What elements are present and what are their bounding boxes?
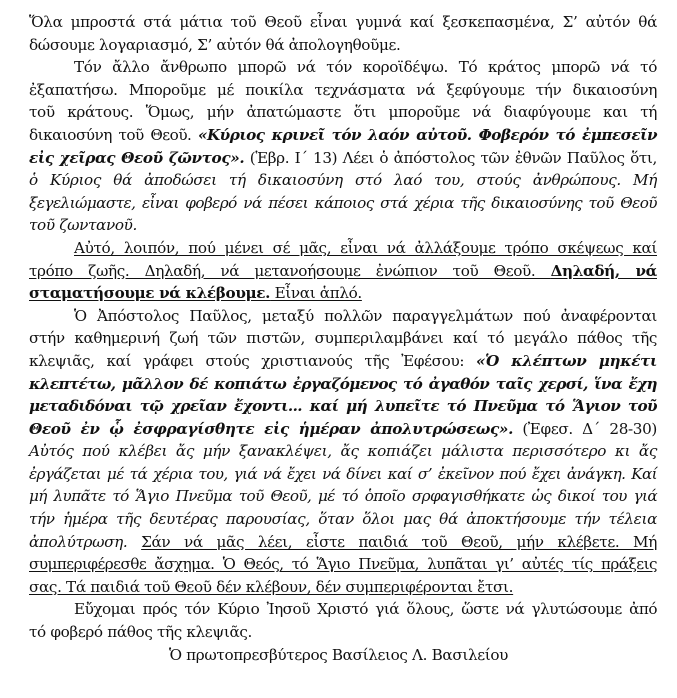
text-line (29, 327, 657, 350)
emphasis-text: σταματήσουμε νά κλέβουμε. (29, 284, 271, 303)
text-line (29, 260, 657, 283)
scripture-quote: εἰς χεῖρας Θεοῦ ζῶντος». (29, 148, 245, 167)
text-line (29, 576, 657, 599)
text-line (29, 56, 657, 79)
text-segment: (Ἐφεσ. Δ΄ 28-30) (513, 419, 657, 438)
text-segment: ὁ Κύριος θά ἀποδώσει τή δικαιοσύνη στό λαό του, στούς ἀνθρώπους. Μή (29, 171, 657, 190)
text-line (29, 147, 657, 170)
text-line (29, 440, 657, 463)
text-segment: Ὅλα μπροστά στά μάτια τοῦ Θεοῦ εἶναι γυμνά καί ξεσκεπασμένα, Σ’ αὐτόν θά (29, 13, 657, 31)
text-line (29, 101, 657, 124)
text-line (29, 169, 657, 192)
text-segment: ξεγελιώμαστε, εἶναι φοβερό νά πέσει κάποιος στά χέρια τῆς δικαιοσύνης τοῦ Θεοῦ (29, 193, 657, 212)
text-segment: μή λυπᾶτε τό Ἅγιο Πνεῦμα τοῦ Θεοῦ, μέ τό ὁποῖο σρφαγισθήκατε ὡς δικοί του γιά (29, 487, 657, 506)
text-line (29, 79, 657, 102)
text-line (29, 192, 657, 215)
text-segment: ἀπολύτρωση. (29, 532, 142, 551)
emphasis-text: Δηλαδή, νά (550, 261, 657, 280)
text-line (29, 553, 657, 576)
text-line (29, 11, 657, 34)
text-line (29, 531, 657, 554)
text-segment: Τόν ἄλλο ἄνθρωπο μπορῶ νά τόν κοροϊδέψω. Τό κράτος μπορῶ νά τό (74, 58, 657, 77)
text-line (29, 485, 657, 508)
text-segment: τρόπο ζωῆς. Δηλαδή, νά μετανοήσουμε ἐνώπιον τοῦ Θεοῦ. (29, 261, 551, 280)
text-segment: Ὁ Ἀπόστολος Παῦλος, μεταξύ πολλῶν παραγγελμάτων πού ἀναφέρονται (74, 306, 657, 325)
text-segment: (Ἑβρ. Ι΄ 13) Λέει ὁ ἀπόστολος τῶν ἐθνῶν Παῦλος ὅτι, (244, 148, 657, 167)
text-segment: στήν καθημερινή ζωή τῶν πιστῶν, συμπεριλαμβάνει καί τό μεγάλο πάθος τῆς (29, 329, 657, 348)
text-segment: τοῦ ζωντανοῦ. (29, 216, 137, 235)
text-line (29, 598, 657, 621)
text-segment: κλεψιᾶς, καί γράφει στούς χριστιανούς τῆς Ἐφέσου: (29, 351, 476, 370)
text-segment: ἐξαπατήσω. Μποροῦμε μέ ποικίλα τεχνάσματα νά ξεφύγουμε τήν δικαιοσύνη (29, 80, 657, 99)
text-segment: τοῦ κράτους. Ὅμως, μήν ἀπατώμαστε ὅτι μποροῦμε νά διαφύγουμε και τή (29, 103, 657, 122)
text-line (29, 418, 657, 441)
text-segment: δώσουμε λογαριασμό, Σ’ αὐτόν θά ἀπολογηθοῦμε. (29, 35, 401, 54)
document-body (29, 11, 657, 644)
text-line (29, 34, 657, 57)
text-segment: τό φοβερό πάθος τῆς κλεψιᾶς. (29, 623, 253, 642)
text-line (29, 350, 657, 373)
text-line (29, 395, 657, 418)
text-line (29, 237, 657, 260)
scripture-quote: Θεοῦ ἐν ᾧ ἐσφραγίσθητε εἰς ἡμέραν ἀπολυτρώσεως». (29, 419, 514, 438)
text-segment: δικαιοσύνη τοῦ Θεοῦ. (29, 125, 198, 144)
scripture-quote: «Ὁ κλέπτων μηκέτι (475, 351, 657, 370)
text-segment: τήν ἡμέρα τῆς δευτέρας παρουσίας, ὅταν ὅλοι μας θά ἀποκτήσουμε τήν τέλεια (29, 510, 657, 529)
underlined-text: Σάν νά μᾶς λέει, εἶστε παιδιά τοῦ Θεοῦ, μήν κλέβετε. Μή (141, 532, 657, 551)
signature: Ὁ πρωτοπρεσβύτερος Βασίλειος Λ. Βασιλείου (168, 646, 509, 664)
scripture-quote: «Κύριος κρινεῖ τόν λαόν αὐτοῦ. Φοβερόν τό ἐμπεσεῖν (197, 125, 657, 144)
text-segment: σας. Τά παιδιά τοῦ Θεοῦ δέν κλέβουν, δέν συμπεριφέρονται ἔτσι. (29, 577, 514, 596)
text-line (29, 508, 657, 531)
text-segment: Αὐτό, λοιπόν, πού μένει σέ μᾶς, εἶναι νά ἀλλάξουμε τρόπο σκέψεως καί (74, 238, 657, 257)
text-line (29, 305, 657, 328)
text-segment: Αὐτός πού κλέβει ἄς μήν ξανακλέψει, ἄς κοπιάζει μάλιστα περισσότερο κι ἄς (29, 442, 657, 461)
text-line (29, 621, 657, 644)
scripture-quote: μεταδιδόναι τῷ χρεῖαν ἔχοντι... καί μή λυπεῖτε τό Πνεῦμα τό Ἅγιον τοῦ (29, 397, 657, 416)
text-segment: Εἶναι ἁπλό. (270, 284, 362, 303)
text-line (29, 463, 657, 486)
text-line (29, 373, 657, 396)
text-line (29, 214, 657, 237)
text-segment: ἐργάζεται μέ τά χέρια του, γιά νά ἔχει νά δίνει καί σ’ ἐκεῖνον πού ἔχει ἀνάγκη. Καί (29, 464, 657, 483)
text-segment: Εὔχομαι πρός τόν Κύριο Ἰησοῦ Χριστό γιά ὅλους, ὥστε νά γλυτώσουμε ἀπό (74, 600, 657, 619)
text-line (29, 124, 657, 147)
text-line (29, 282, 657, 305)
text-segment: συμπεριφέρεσθε ἄσχημα. Ὁ Θεός, τό Ἅγιο Πνεῦμα, λυπᾶται γι’ αὐτές τίς πράξεις (29, 555, 657, 574)
scripture-quote: κλεπτέτω, μᾶλλον δέ κοπιάτω ἐργαζόμενος τό ἀγαθόν ταῖς χερσί, ἵνα ἔχη (29, 374, 657, 393)
